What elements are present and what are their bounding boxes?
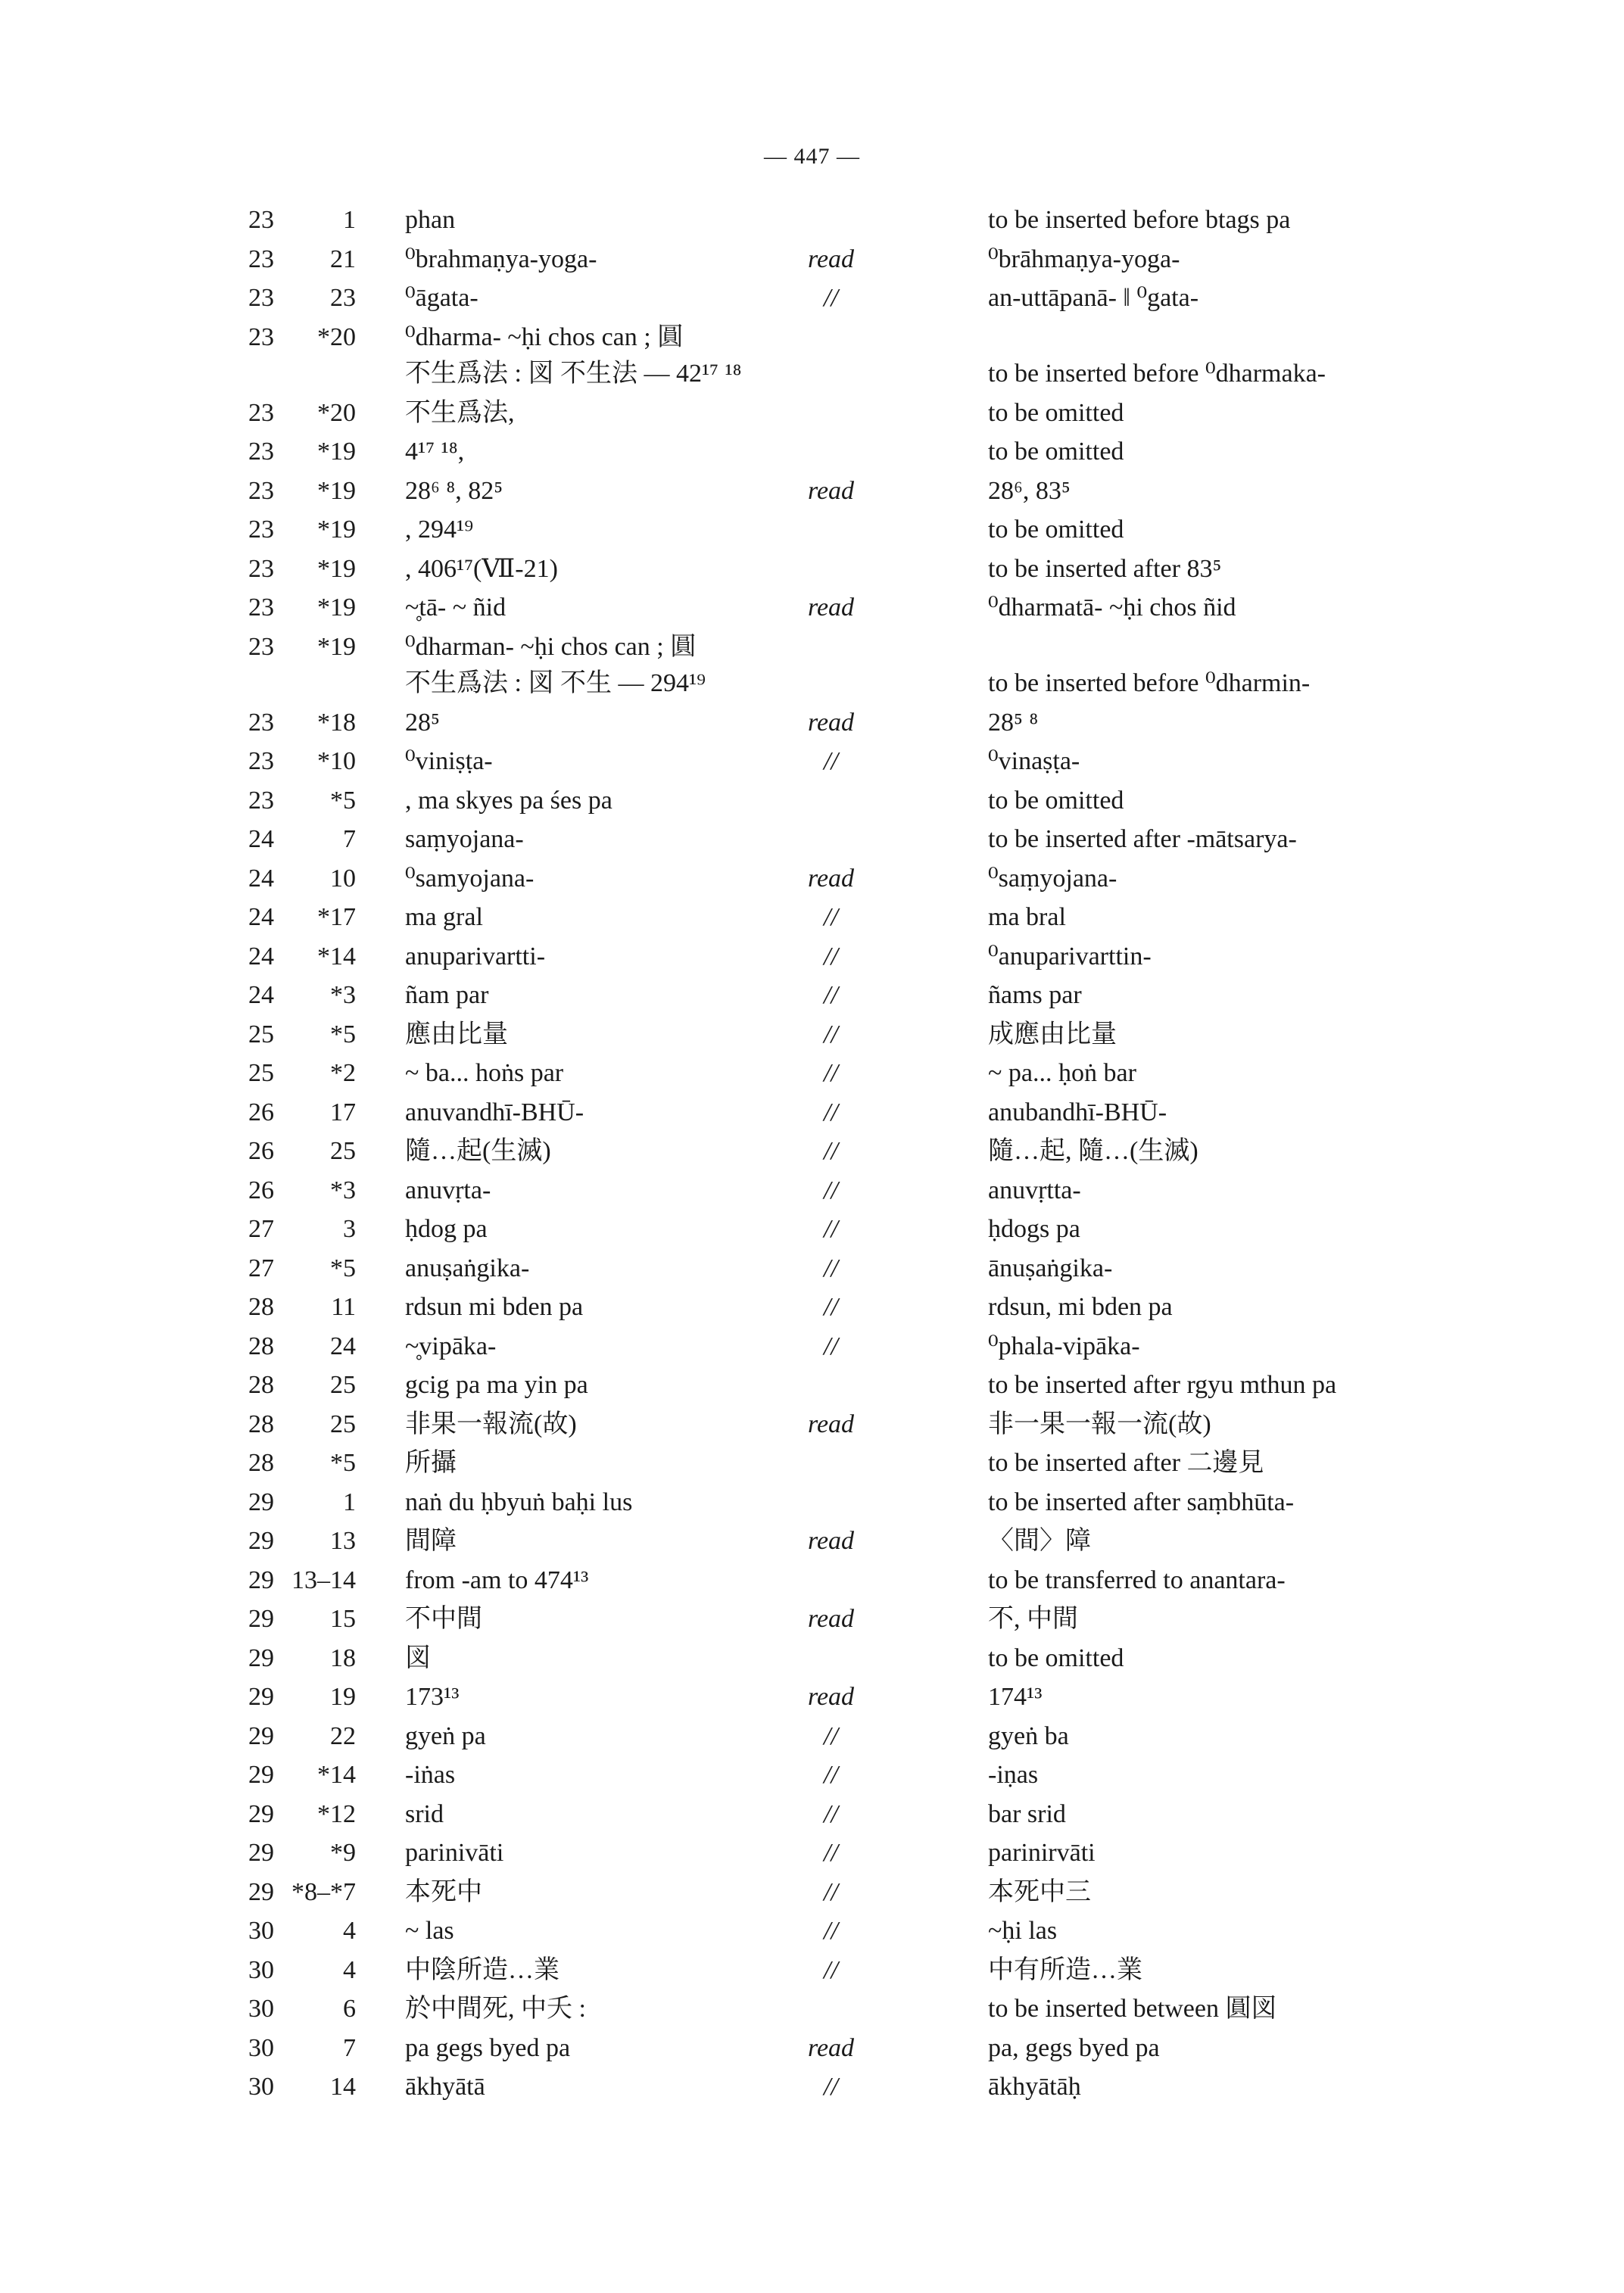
read-marker: // xyxy=(824,1917,838,1945)
original-text: srid xyxy=(405,1799,444,1828)
errata-row xyxy=(0,703,1624,743)
page-ref: 29 xyxy=(248,1761,274,1789)
read-marker: // xyxy=(824,1059,838,1087)
line-ref: 1 xyxy=(343,1488,356,1516)
original-text: ~̥vipāka- xyxy=(405,1332,497,1360)
line-ref: *5 xyxy=(330,786,356,815)
read-marker: // xyxy=(824,2073,838,2101)
correction-text: 174¹³ xyxy=(988,1683,1043,1711)
errata-row xyxy=(0,318,1624,394)
original-text: ~̥tā- ~ ñid xyxy=(405,594,507,622)
errata-table xyxy=(0,201,1624,2107)
read-marker: // xyxy=(824,942,838,970)
page-ref: 30 xyxy=(248,1917,274,1945)
correction-text: ⁰saṃyojana- xyxy=(988,864,1117,893)
read-marker: // xyxy=(824,1020,838,1048)
original-text: ⁰āgata- xyxy=(405,284,478,312)
correction-text: to be inserted after 83⁵ xyxy=(988,554,1222,583)
errata-row xyxy=(0,1873,1624,1912)
errata-row xyxy=(0,1054,1624,1093)
read-marker: read xyxy=(807,245,855,273)
correction-text: 本死中三 xyxy=(988,1877,1091,1906)
line-ref: *14 xyxy=(317,942,356,970)
correction-text: 非一果一報一流(故) xyxy=(988,1410,1211,1438)
correction-text: an-uttāpanā- ‖ ⁰gata- xyxy=(988,284,1199,312)
line-ref: 17 xyxy=(330,1098,356,1126)
errata-row xyxy=(0,937,1624,977)
line-ref: *5 xyxy=(330,1254,356,1282)
original-text: gcig pa ma yin pa xyxy=(405,1371,588,1399)
original-text: saṃyojana- xyxy=(405,825,524,853)
errata-row xyxy=(0,898,1624,937)
read-marker: // xyxy=(824,1877,838,1906)
original-text: gyeṅ pa xyxy=(405,1721,486,1750)
line-ref: *18 xyxy=(317,708,356,737)
errata-row xyxy=(0,432,1624,472)
original-text: anuvṛta- xyxy=(405,1176,491,1204)
correction-text: 隨…起, 隨…(生滅) xyxy=(988,1137,1199,1165)
line-ref: 13 xyxy=(330,1527,356,1555)
errata-row xyxy=(0,1288,1624,1327)
original-text: -iṅas xyxy=(405,1761,456,1789)
page-ref: 23 xyxy=(248,398,274,427)
original-text: anuparivartti- xyxy=(405,942,546,970)
original-text-continued: 不生爲法 : 図 不生法 — 42¹⁷ ¹⁸ xyxy=(405,359,742,388)
page-ref: 29 xyxy=(248,1643,274,1672)
errata-row xyxy=(0,510,1624,550)
errata-row xyxy=(0,1366,1624,1405)
errata-row xyxy=(0,240,1624,279)
read-marker: // xyxy=(824,1799,838,1828)
original-text: 所攝 xyxy=(405,1449,457,1477)
read-marker: // xyxy=(824,1254,838,1282)
page-ref: 30 xyxy=(248,1955,274,1984)
errata-row xyxy=(0,976,1624,1015)
read-marker: // xyxy=(824,903,838,931)
line-ref: 7 xyxy=(343,2033,356,2062)
correction-text: to be inserted between 圓図 xyxy=(988,1995,1277,2023)
original-text: ⁰dharman- ~ḥi chos can ; 圓 不生爲法 : 図 不生 — 294¹⁹ xyxy=(405,628,799,667)
correction-text: ānuṣaṅgika- xyxy=(988,1254,1113,1282)
errata-row xyxy=(0,781,1624,821)
line-ref: *19 xyxy=(317,438,356,466)
errata-row xyxy=(0,1795,1624,1834)
read-marker: // xyxy=(824,1761,838,1789)
correction-text: to be inserted after 二邊見 xyxy=(988,1449,1264,1477)
line-ref: 25 xyxy=(330,1410,356,1438)
errata-row xyxy=(0,1717,1624,1756)
page-ref: 25 xyxy=(248,1020,274,1048)
page-ref: 24 xyxy=(248,825,274,853)
correction-text: anuvṛtta- xyxy=(988,1176,1081,1204)
line-ref: 25 xyxy=(330,1371,356,1399)
page-ref: 23 xyxy=(248,747,274,775)
errata-row xyxy=(0,279,1624,318)
read-marker: // xyxy=(824,1332,838,1360)
page-ref: 27 xyxy=(248,1215,274,1243)
correction-text: ⁰brāhmaṇya-yoga- xyxy=(988,245,1180,273)
errata-row xyxy=(0,628,1624,703)
original-text: rdsun mi bden pa xyxy=(405,1293,584,1321)
original-text-continued: 不生爲法 : 図 不生 — 294¹⁹ xyxy=(405,668,706,697)
original-text: , 406¹⁷(Ⅶ-21) xyxy=(405,554,558,583)
page-ref: 23 xyxy=(248,594,274,622)
line-ref: *17 xyxy=(317,903,356,931)
read-marker: read xyxy=(807,1410,855,1438)
read-marker: // xyxy=(824,1176,838,1204)
errata-row xyxy=(0,550,1624,589)
line-ref: 23 xyxy=(330,284,356,312)
original-text: , ma skyes pa śes pa xyxy=(405,786,613,815)
original-text: naṅ du ḥbyuṅ baḥi lus xyxy=(405,1488,633,1516)
page-ref: 29 xyxy=(248,1877,274,1906)
errata-row xyxy=(0,1093,1624,1132)
line-ref: *3 xyxy=(330,1176,356,1204)
page-ref: 23 xyxy=(248,786,274,815)
line-ref: 11 xyxy=(331,1293,356,1321)
page-ref: 23 xyxy=(248,438,274,466)
line-ref: *5 xyxy=(330,1020,356,1048)
correction-text: ~ḥi las xyxy=(988,1917,1058,1945)
original-text: phan xyxy=(405,206,456,234)
read-marker: read xyxy=(807,594,855,622)
page-ref: 28 xyxy=(248,1449,274,1477)
errata-row xyxy=(0,1171,1624,1210)
line-ref: *8–*7 xyxy=(291,1877,356,1906)
page-ref: 25 xyxy=(248,1059,274,1087)
correction-text: to be inserted after rgyu mthun pa xyxy=(988,1371,1337,1399)
line-ref: 4 xyxy=(343,1917,356,1945)
original-text: 28⁶ ⁸, 82⁵ xyxy=(405,476,503,505)
correction-text: to be inserted before ⁰dharmin- xyxy=(988,668,1311,697)
correction-text: to be inserted after saṃbhūta- xyxy=(988,1488,1295,1516)
correction-text: to be omitted xyxy=(988,398,1124,427)
correction-text: ñams par xyxy=(988,981,1082,1009)
errata-row xyxy=(0,1756,1624,1795)
line-ref: 4 xyxy=(343,1955,356,1984)
page-ref: 29 xyxy=(248,1488,274,1516)
original-text: 間障 xyxy=(405,1527,457,1555)
errata-row xyxy=(0,394,1624,433)
line-ref: *10 xyxy=(317,747,356,775)
errata-row xyxy=(0,1483,1624,1522)
read-marker: read xyxy=(807,708,855,737)
original-text: 不中間 xyxy=(405,1605,482,1633)
original-text: 不生爲法, xyxy=(405,398,515,427)
original-text: ~ ba... hoṅs par xyxy=(405,1059,564,1087)
read-marker: read xyxy=(807,1527,855,1555)
errata-row xyxy=(0,1833,1624,1873)
correction-text: ākhyātāḥ xyxy=(988,2073,1081,2101)
correction-text: parinirvāti xyxy=(988,1839,1096,1867)
correction-text: to be omitted xyxy=(988,516,1124,544)
line-ref: 10 xyxy=(330,864,356,893)
page-ref: 29 xyxy=(248,1721,274,1750)
line-ref: *3 xyxy=(330,981,356,1009)
correction-text: 成應由比量 xyxy=(988,1020,1117,1048)
correction-text: bar srid xyxy=(988,1799,1066,1828)
line-ref: *2 xyxy=(330,1059,356,1087)
correction-text: rdsun, mi bden pa xyxy=(988,1293,1173,1321)
page-ref: 26 xyxy=(248,1137,274,1165)
line-ref: 22 xyxy=(330,1721,356,1750)
errata-row xyxy=(0,472,1624,511)
original-text: 本死中 xyxy=(405,1877,482,1906)
page-number: — 447 — xyxy=(764,144,860,169)
page-ref: 26 xyxy=(248,1098,274,1126)
page-ref: 29 xyxy=(248,1605,274,1633)
original-text: ⁰samyojana- xyxy=(405,864,535,893)
original-text: pa gegs byed pa xyxy=(405,2033,571,2062)
line-ref: 19 xyxy=(330,1683,356,1711)
page-ref: 26 xyxy=(248,1176,274,1204)
errata-row xyxy=(0,588,1624,628)
line-ref: *20 xyxy=(317,398,356,427)
correction-text: 〈間〉障 xyxy=(988,1527,1091,1555)
line-ref: *20 xyxy=(317,322,356,351)
errata-row xyxy=(0,820,1624,859)
page-ref: 23 xyxy=(248,708,274,737)
correction-text: anubandhī-BHŪ- xyxy=(988,1098,1167,1126)
errata-row xyxy=(0,1678,1624,1717)
read-marker: // xyxy=(824,284,838,312)
page-ref: 29 xyxy=(248,1799,274,1828)
correction-text: to be omitted xyxy=(988,786,1124,815)
original-text: ākhyātā xyxy=(405,2073,485,2101)
page-ref: 30 xyxy=(248,2033,274,2062)
correction-text: to be transferred to anantara- xyxy=(988,1566,1286,1594)
errata-row xyxy=(0,1561,1624,1600)
original-text: ma gral xyxy=(405,903,483,931)
line-ref: *12 xyxy=(317,1799,356,1828)
page-ref: 24 xyxy=(248,903,274,931)
original-text: 中陰所造…業 xyxy=(405,1955,560,1984)
page-ref: 29 xyxy=(248,1527,274,1555)
line-ref: *19 xyxy=(317,632,356,661)
correction-text: ⁰vinaṣṭa- xyxy=(988,747,1080,775)
read-marker: // xyxy=(824,1955,838,1984)
correction-text: ma bral xyxy=(988,903,1066,931)
line-ref: *5 xyxy=(330,1449,356,1477)
line-ref: *14 xyxy=(317,1761,356,1789)
original-text: 173¹³ xyxy=(405,1683,460,1711)
line-ref: *19 xyxy=(317,516,356,544)
line-ref: 14 xyxy=(330,2073,356,2101)
read-marker: read xyxy=(807,1605,855,1633)
page-ref: 29 xyxy=(248,1566,274,1594)
correction-text: to be inserted before btags pa xyxy=(988,206,1291,234)
original-text: 非果一報流(故) xyxy=(405,1410,577,1438)
errata-row xyxy=(0,1327,1624,1366)
original-text: 図 xyxy=(405,1643,431,1672)
correction-text: 中有所造…業 xyxy=(988,1955,1142,1984)
errata-row xyxy=(0,1405,1624,1444)
line-ref: 21 xyxy=(330,245,356,273)
original-text: 4¹⁷ ¹⁸, xyxy=(405,438,465,466)
read-marker: // xyxy=(824,1215,838,1243)
correction-text: ⁰anuparivarttin- xyxy=(988,942,1152,970)
page-ref: 28 xyxy=(248,1332,274,1360)
page-ref: 23 xyxy=(248,516,274,544)
errata-row xyxy=(0,201,1624,240)
correction-text: 28⁵ ⁸ xyxy=(988,708,1039,737)
original-text: ~ las xyxy=(405,1917,454,1945)
correction-text: to be omitted xyxy=(988,438,1124,466)
read-marker: // xyxy=(824,1839,838,1867)
line-ref: 7 xyxy=(343,825,356,853)
errata-row xyxy=(0,742,1624,781)
errata-row xyxy=(0,2067,1624,2107)
correction-text: 28⁶, 83⁵ xyxy=(988,476,1071,505)
line-ref: 6 xyxy=(343,1995,356,2023)
original-text: anuvandhī-BHŪ- xyxy=(405,1098,584,1126)
original-text: ḥdog pa xyxy=(405,1215,488,1243)
page-ref: 23 xyxy=(248,632,274,661)
page-ref: 24 xyxy=(248,942,274,970)
page-ref: 27 xyxy=(248,1254,274,1282)
page-ref: 28 xyxy=(248,1371,274,1399)
line-ref: 13–14 xyxy=(291,1566,356,1594)
page-ref: 23 xyxy=(248,554,274,583)
errata-row xyxy=(0,859,1624,899)
line-ref: *9 xyxy=(330,1839,356,1867)
page-ref: 24 xyxy=(248,864,274,893)
line-ref: *19 xyxy=(317,554,356,583)
read-marker: // xyxy=(824,747,838,775)
correction-text: pa, gegs byed pa xyxy=(988,2033,1160,2062)
read-marker: // xyxy=(824,1721,838,1750)
page-ref: 29 xyxy=(248,1683,274,1711)
correction-text: ⁰phala-vipāka- xyxy=(988,1332,1140,1360)
correction-text: 不, 中間 xyxy=(988,1605,1078,1633)
errata-row xyxy=(0,1522,1624,1561)
original-text: parinivāti xyxy=(405,1839,504,1867)
read-marker: read xyxy=(807,1683,855,1711)
page-ref: 23 xyxy=(248,284,274,312)
errata-row xyxy=(0,1444,1624,1483)
errata-row xyxy=(0,1989,1624,2029)
errata-row xyxy=(0,1132,1624,1171)
correction-text: ḥdogs pa xyxy=(988,1215,1080,1243)
errata-row xyxy=(0,1249,1624,1288)
original-text: , 294¹⁹ xyxy=(405,516,474,544)
page-ref: 30 xyxy=(248,1995,274,2023)
read-marker: read xyxy=(807,2033,855,2062)
original-text: 隨…起(生滅) xyxy=(405,1137,551,1165)
original-text: ⁰viniṣṭa- xyxy=(405,747,493,775)
line-ref: 18 xyxy=(330,1643,356,1672)
page-ref: 24 xyxy=(248,981,274,1009)
line-ref: 25 xyxy=(330,1137,356,1165)
correction-text: -iṇas xyxy=(988,1761,1039,1789)
original-text: 於中間死, 中夭 : xyxy=(405,1995,586,2023)
line-ref: *19 xyxy=(317,476,356,505)
correction-text: to be omitted xyxy=(988,1643,1124,1672)
errata-row xyxy=(0,1015,1624,1055)
line-ref: 1 xyxy=(343,206,356,234)
line-ref: 15 xyxy=(330,1605,356,1633)
page-ref: 23 xyxy=(248,206,274,234)
correction-text: to be inserted before ⁰dharmaka- xyxy=(988,359,1326,388)
original-text: ⁰brahmaṇya-yoga- xyxy=(405,245,597,273)
errata-row xyxy=(0,1911,1624,1951)
correction-text: to be inserted after -mātsarya- xyxy=(988,825,1297,853)
errata-row xyxy=(0,1210,1624,1249)
line-ref: 24 xyxy=(330,1332,356,1360)
original-text: 應由比量 xyxy=(405,1020,508,1048)
page-ref: 23 xyxy=(248,322,274,351)
read-marker: // xyxy=(824,1098,838,1126)
original-text: from -am to 474¹³ xyxy=(405,1566,589,1594)
page-ref: 29 xyxy=(248,1839,274,1867)
read-marker: read xyxy=(807,864,855,893)
page-ref: 28 xyxy=(248,1410,274,1438)
read-marker: // xyxy=(824,1137,838,1165)
original-text: ñam par xyxy=(405,981,489,1009)
correction-text: gyeṅ ba xyxy=(988,1721,1069,1750)
errata-row xyxy=(0,1600,1624,1639)
page-ref: 30 xyxy=(248,2073,274,2101)
errata-row xyxy=(0,1639,1624,1678)
line-ref: 3 xyxy=(343,1215,356,1243)
page-ref: 28 xyxy=(248,1293,274,1321)
original-text: ⁰dharma- ~ḥi chos can ; 圓 不生爲法 : 図 不生法 — 42¹⁷ ¹⁸ xyxy=(405,318,799,357)
correction-text: ~ pa... ḥoṅ bar xyxy=(988,1059,1136,1087)
errata-row xyxy=(0,1951,1624,1990)
page-ref: 23 xyxy=(248,245,274,273)
read-marker: // xyxy=(824,981,838,1009)
line-ref: *19 xyxy=(317,594,356,622)
errata-row xyxy=(0,2029,1624,2068)
page-ref: 23 xyxy=(248,476,274,505)
read-marker: read xyxy=(807,476,855,505)
original-text: anuṣaṅgika- xyxy=(405,1254,530,1282)
read-marker: // xyxy=(824,1293,838,1321)
correction-text: ⁰dharmatā- ~ḥi chos ñid xyxy=(988,594,1236,622)
original-text: 28⁵ xyxy=(405,708,440,737)
